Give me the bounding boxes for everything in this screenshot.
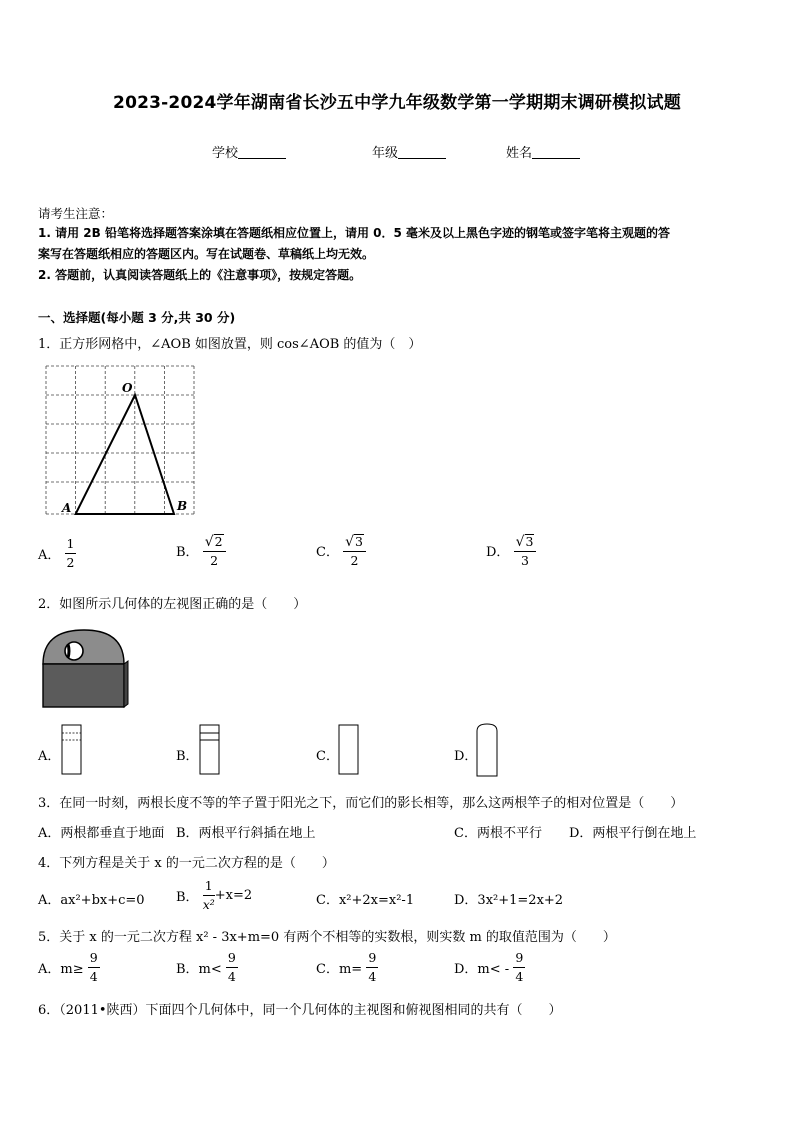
- q2-hole-shadow: [68, 644, 69, 658]
- q4-b-suffix: +x=2: [214, 888, 253, 903]
- q2-option-c-figure[interactable]: [337, 724, 361, 776]
- q1-label-a: A: [62, 501, 72, 515]
- q2-option-b-figure[interactable]: [198, 724, 222, 776]
- q5-b-num: 9: [226, 952, 238, 968]
- q4-b-den: x²: [202, 896, 215, 912]
- q1-option-c-letter: C．: [316, 545, 339, 560]
- q2-solid-figure: [40, 624, 132, 714]
- q1-triangle: [76, 395, 174, 514]
- grade-label: 年级: [372, 146, 399, 161]
- q5-stem: 5．关于 x 的一元二次方程 x² - 3x+m=0 有两个不相等的实数根，则实数 m 的取值范围为（ ）: [38, 930, 616, 945]
- q2-option-d-letter[interactable]: D．: [454, 749, 478, 764]
- q5-option-c-letter: C．m=: [316, 962, 363, 977]
- q5-a-den: 4: [89, 968, 98, 984]
- q4-b-num: 1: [203, 880, 215, 896]
- q5-option-d-fraction: [513, 952, 525, 983]
- q3-option-d[interactable]: D．两根平行倒在地上: [569, 826, 697, 841]
- q1-grid-figure: [40, 362, 200, 522]
- name-blank: [532, 145, 580, 159]
- q1-option-b-letter: B．: [176, 545, 199, 560]
- sqrt-icon: √ 3: [345, 533, 363, 550]
- q1-label-b: B: [177, 499, 188, 513]
- q5-option-b-letter: B．m<: [176, 962, 222, 977]
- q1-label-o: O: [122, 381, 133, 395]
- q1-option-a-letter: A．: [38, 548, 61, 563]
- q3-option-c[interactable]: C．两根不平行: [454, 826, 542, 841]
- q5-option-b-fraction: [226, 952, 238, 983]
- notice-heading: 请考生注意：: [38, 206, 114, 221]
- q2-option-a-figure[interactable]: [60, 724, 84, 776]
- q5-option-a-letter: A．m≥: [38, 962, 84, 977]
- q5-option-d[interactable]: [454, 952, 525, 983]
- q1-d-rad: 3: [525, 534, 534, 549]
- q5-d-num: 9: [513, 952, 525, 968]
- q1-b-den: 2: [210, 552, 219, 568]
- q5-option-a-fraction: [88, 952, 100, 983]
- school-field: [212, 142, 286, 161]
- q1-option-d[interactable]: [486, 534, 536, 567]
- name-label: 姓名: [506, 146, 533, 161]
- q5-d-den: 4: [515, 968, 524, 984]
- q5-option-c[interactable]: [316, 952, 378, 983]
- notice-item2: 2. 答题前，认真阅读答题纸上的《注意事项》，按规定答题。: [38, 268, 362, 282]
- q3-stem: 3．在同一时刻，两根长度不等的竿子置于阳光之下，而它们的影长相等，那么这两根竿子的相对位置是（ ）: [38, 796, 684, 811]
- q4-option-b[interactable]: [176, 880, 252, 911]
- q3-option-a[interactable]: A．两根都垂直于地面: [38, 826, 165, 841]
- q1-c-den: 2: [350, 552, 359, 568]
- q1-option-a[interactable]: [38, 538, 76, 569]
- q2-solid-body: [43, 664, 124, 707]
- q1-option-c[interactable]: [316, 534, 366, 567]
- grade-blank: [398, 145, 446, 159]
- name-field: [506, 142, 580, 161]
- q1-c-rad: 3: [355, 534, 363, 549]
- q6-stem: 6．（2011•陕西）下面四个几何体中，同一个几何体的主视图和俯视图相同的共有（ ）: [38, 1003, 562, 1018]
- notice-item1-line2: 案写在答题纸相应的答题区内。写在试题卷、草稿纸上均无效。: [38, 247, 375, 261]
- q1-stem: 1．正方形网格中，∠AOB 如图放置，则 cos∠AOB 的值为（ ）: [38, 337, 422, 352]
- q2-option-a-letter[interactable]: A．: [38, 749, 61, 764]
- q1-a-num: 1: [65, 538, 77, 554]
- q4-option-d[interactable]: D．3x²+1=2x+2: [454, 893, 564, 908]
- q4-option-c[interactable]: C．x²+2x=x²-1: [316, 893, 415, 908]
- q5-option-b[interactable]: [176, 952, 238, 983]
- q5-a-num: 9: [88, 952, 100, 968]
- sqrt-icon: √ 3: [515, 533, 534, 550]
- q1-option-d-letter: D．: [486, 545, 510, 560]
- sqrt-icon: √ 2: [204, 533, 223, 550]
- q2-option-c-letter[interactable]: C．: [316, 749, 339, 764]
- q1-d-den: 3: [521, 552, 529, 568]
- q1-option-b[interactable]: [176, 534, 226, 567]
- page-title: 2023-2024学年湖南省长沙五中学九年级数学第一学期期末调研模拟试题: [113, 93, 681, 113]
- q4-option-b-fraction: [203, 880, 215, 911]
- q1-a-den: 2: [66, 554, 75, 570]
- school-blank: [238, 145, 286, 159]
- q5-option-a[interactable]: [38, 952, 100, 983]
- q2-solid-top: [43, 630, 124, 664]
- q1-grid: [46, 366, 194, 514]
- school-label: 学校: [212, 146, 239, 161]
- q5-b-den: 4: [227, 968, 236, 984]
- q1-option-c-fraction: [343, 534, 366, 567]
- q4-stem: 4．下列方程是关于 x 的一元二次方程的是（ ）: [38, 856, 335, 871]
- q1-option-a-fraction: [65, 538, 77, 569]
- q5-option-d-letter: D．m< -: [454, 962, 510, 977]
- q1-option-d-fraction: [514, 534, 537, 567]
- q2-solid-side: [124, 661, 128, 707]
- q2-option-d-figure[interactable]: [475, 722, 501, 778]
- q4-option-b-letter: B．: [176, 890, 199, 905]
- q4-option-a[interactable]: A．ax²+bx+c=0: [38, 893, 145, 908]
- notice-item1-line1: 1. 请用 2B 铅笔将选择题答案涂填在答题纸相应位置上，请用 0．5 毫米及以上黑色字迹的钢笔或签字笔将主观题的答: [38, 226, 670, 240]
- q5-option-c-fraction: [366, 952, 378, 983]
- q3-option-b[interactable]: B．两根平行斜插在地上: [176, 826, 316, 841]
- q5-c-num: 9: [366, 952, 378, 968]
- q2-stem: 2．如图所示几何体的左视图正确的是（ ）: [38, 597, 307, 612]
- q5-c-den: 4: [368, 968, 377, 984]
- q2-option-b-letter[interactable]: B．: [176, 749, 199, 764]
- q1-b-rad: 2: [214, 534, 223, 549]
- section-heading: 一、选择题(每小题 3 分,共 30 分): [38, 310, 236, 325]
- q1-option-b-fraction: [203, 534, 226, 567]
- grade-field: [372, 142, 446, 161]
